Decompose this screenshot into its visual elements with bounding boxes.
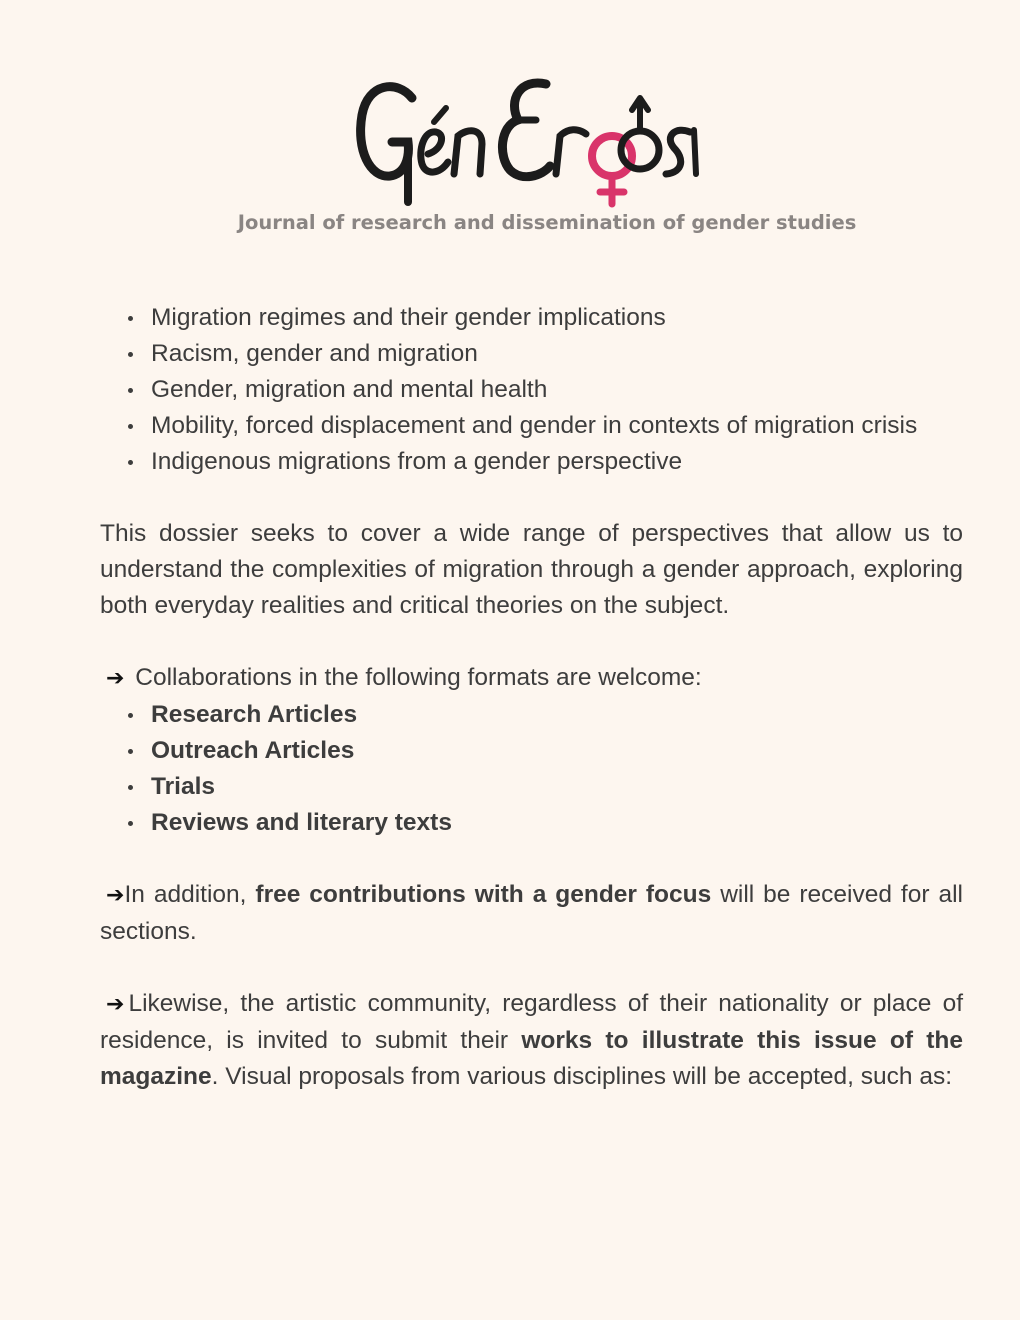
list-item: Outreach Articles (151, 733, 963, 769)
list-item: Reviews and literary texts (151, 805, 963, 841)
arrow-icon: ➔ (106, 992, 125, 1017)
journal-subtitle: Journal of research and dissemination of gender studies (237, 211, 857, 234)
collaborations-intro (100, 660, 963, 697)
list-item: Gender, migration and mental health (151, 372, 963, 408)
list-item: Mobility, forced displacement and gender in contexts of migration crisis (151, 408, 963, 444)
logo (0, 70, 1020, 215)
list-item: Indigenous migrations from a gender perspective (151, 444, 963, 480)
arrow-icon: ➔ (106, 666, 125, 691)
addition-text-before: In addition, (124, 881, 256, 908)
formats-list (100, 697, 963, 841)
artistic-text-before: Likewise, the artistic community, regardless of their nationality or place of residence, is invited to submit their (100, 990, 963, 1054)
main-content (100, 300, 963, 1095)
collaborations-intro-text: Collaborations in the following formats are welcome: (135, 664, 702, 691)
artistic-paragraph (100, 986, 963, 1095)
addition-text-bold: free contributions with a gender focus (255, 881, 712, 908)
artistic-text-bold: works to illustrate this issue of the magazine (100, 1027, 963, 1090)
list-item: Migration regimes and their gender implications (151, 300, 963, 336)
topics-list (100, 300, 963, 480)
addition-paragraph (100, 877, 963, 950)
generos-logo (350, 70, 710, 215)
artistic-text-after: . Visual proposals from various disciplines will be accepted, such as: (211, 1063, 953, 1090)
addition-text-after: will be received for all sections. (100, 881, 963, 945)
arrow-icon: ➔ (106, 883, 125, 908)
list-item: Racism, gender and migration (151, 336, 963, 372)
list-item: Trials (151, 769, 963, 805)
list-item: Research Articles (151, 697, 963, 733)
dossier-paragraph: This dossier seeks to cover a wide range of perspectives that allow us to understand the complexities of migration through a gender approach, exploring both everyday realities and critical theories on the subject. (100, 520, 963, 619)
